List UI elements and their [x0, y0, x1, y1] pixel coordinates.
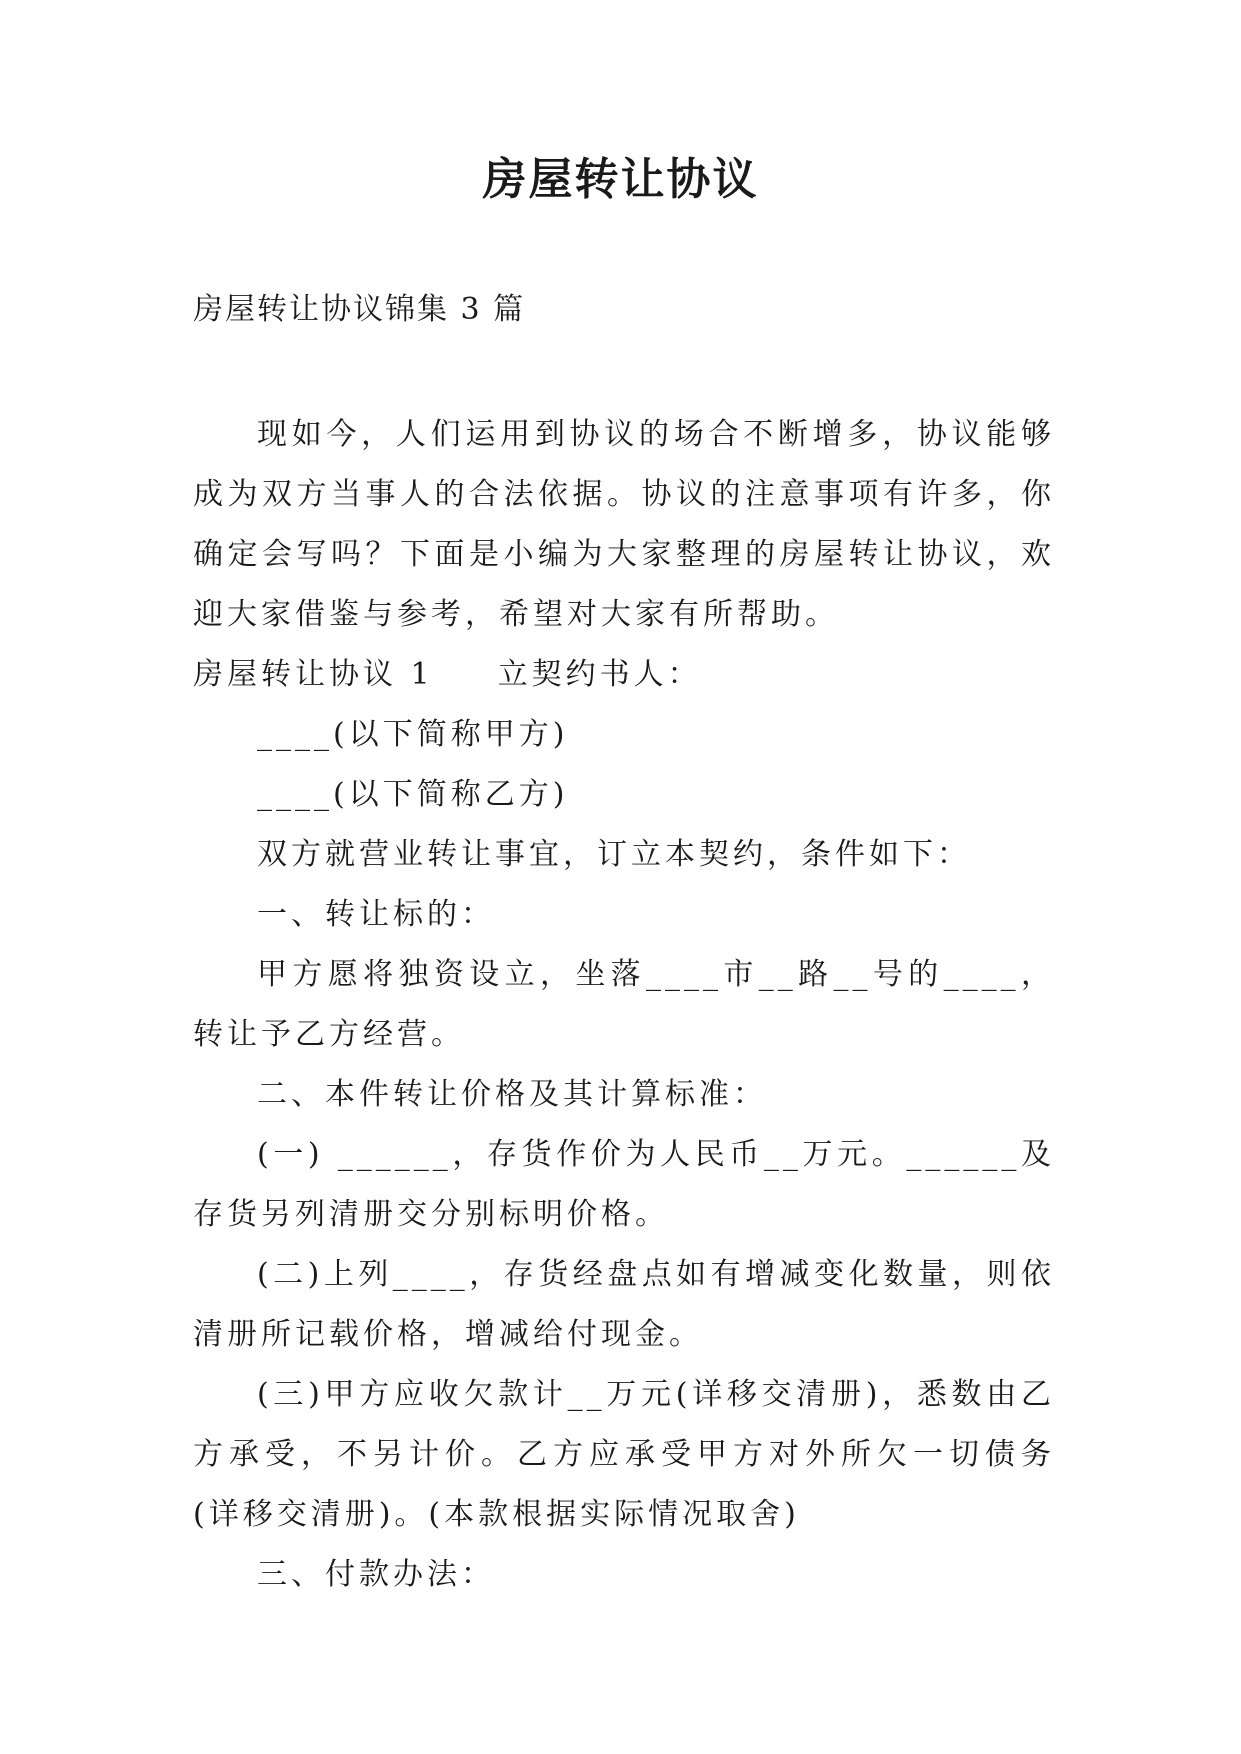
section-2-item-3: (三)甲方应收欠款计__万元(详移交清册)，悉数由乙方承受，不另计价。乙方应承受甲方对外所欠一切债务(详移交清册)。(本款根据实际情况取舍): [193, 1377, 1055, 1532]
section-2-item-2: (二)上列____，存货经盘点如有增减变化数量，则依清册所记载价格，增减给付现金。: [193, 1257, 1055, 1352]
section-1-text: 甲方愿将独资设立，坐落____市__路__号的____，转让予乙方经营。: [193, 957, 1055, 1052]
agreement-heading: 房屋转让协议 1: [193, 657, 434, 692]
signers-label: 立契约书人：: [497, 657, 702, 692]
intro-paragraph: 现如今，人们运用到协议的场合不断增多，协议能够成为双方当事人的合法依据。协议的注意事项有许多，你确定会写吗？下面是小编为大家整理的房屋转让协议，欢迎大家借鉴与参考，希望对大家有所帮助。: [193, 417, 1055, 632]
document-title: 房屋转让协议: [482, 154, 759, 205]
section-2-item-1: (一) ______，存货作价为人民币__万元。______及存货另列清册交分别标明价格。: [193, 1137, 1055, 1232]
document-subtitle: 房屋转让协议锦集 3 篇: [193, 292, 526, 327]
agreement-heading-line: [193, 645, 1055, 705]
preamble-paragraph: 双方就营业转让事宜，订立本契约，条件如下：: [257, 837, 971, 872]
document-body: [193, 405, 1055, 1605]
section-2-title: 二、本件转让价格及其计算标准：: [257, 1077, 767, 1112]
party-a-line: ____(以下简称甲方): [257, 717, 569, 752]
party-b-line: ____(以下简称乙方): [257, 777, 569, 812]
section-3-title: 三、付款办法：: [257, 1557, 495, 1592]
section-1-title: 一、转让标的：: [257, 897, 495, 932]
